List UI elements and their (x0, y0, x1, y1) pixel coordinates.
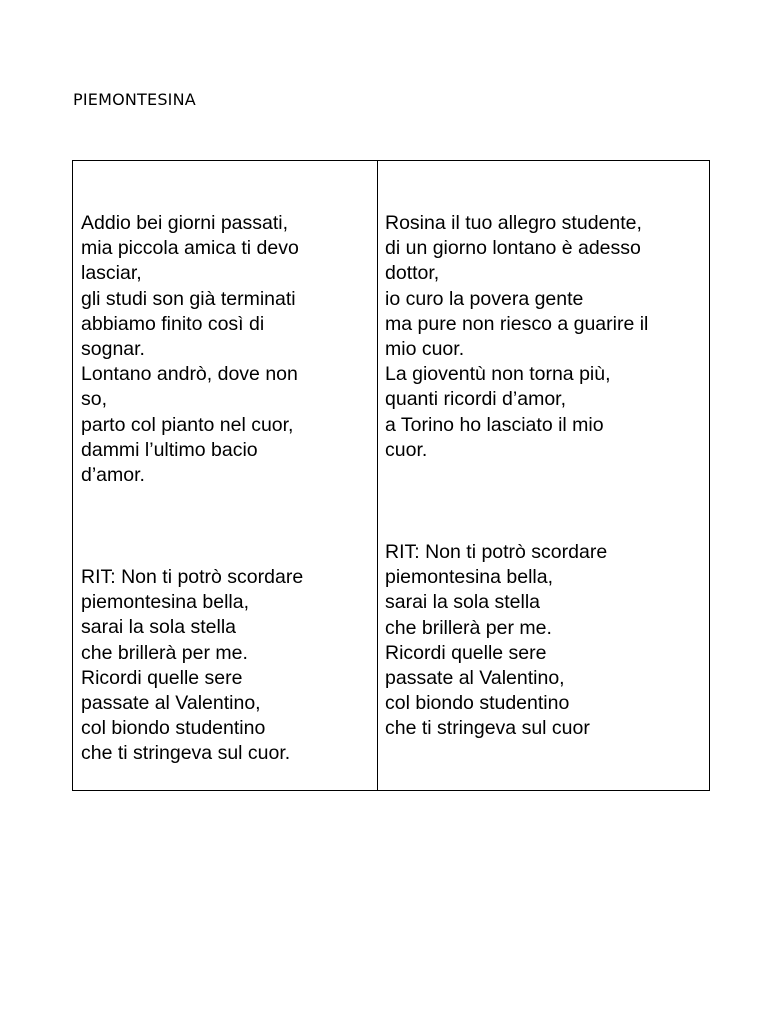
lyrics-column-right (378, 161, 709, 790)
lyrics-table (72, 160, 710, 791)
chorus-1: RIT: Non ti potrò scordare piemontesina bella, sarai la sola stella che brillerà per me. Ricordi quelle sere passate al Valentino, col biondo studentino che ti stringeva sul cuor. (81, 566, 304, 765)
lyrics-column-left (73, 161, 378, 790)
verse-1: Addio bei giorni passati, mia piccola amica ti devo lasciar, gli studi son già terminati abbiamo finito così di sognar. Lontano andrò, dove non so, parto col pianto nel cuor, dammi l’ultimo bacio d’amor. (81, 212, 299, 487)
verse-2: Rosina il tuo allegro studente, di un giorno lontano è adesso dottor, io curo la povera gente ma pure non riesco a guarire il mio cuor. La gioventù non torna più, quanti ricordi d’amor, a Torino ho lasciato il mio cuor. (385, 212, 649, 461)
page-title: PIEMONTESINA (73, 90, 196, 109)
chorus-2: RIT: Non ti potrò scordare piemontesina bella, sarai la sola stella che brillerà per me. Ricordi quelle sere passate al Valentino, col biondo studentino che ti stringeva sul cuor (385, 541, 608, 740)
